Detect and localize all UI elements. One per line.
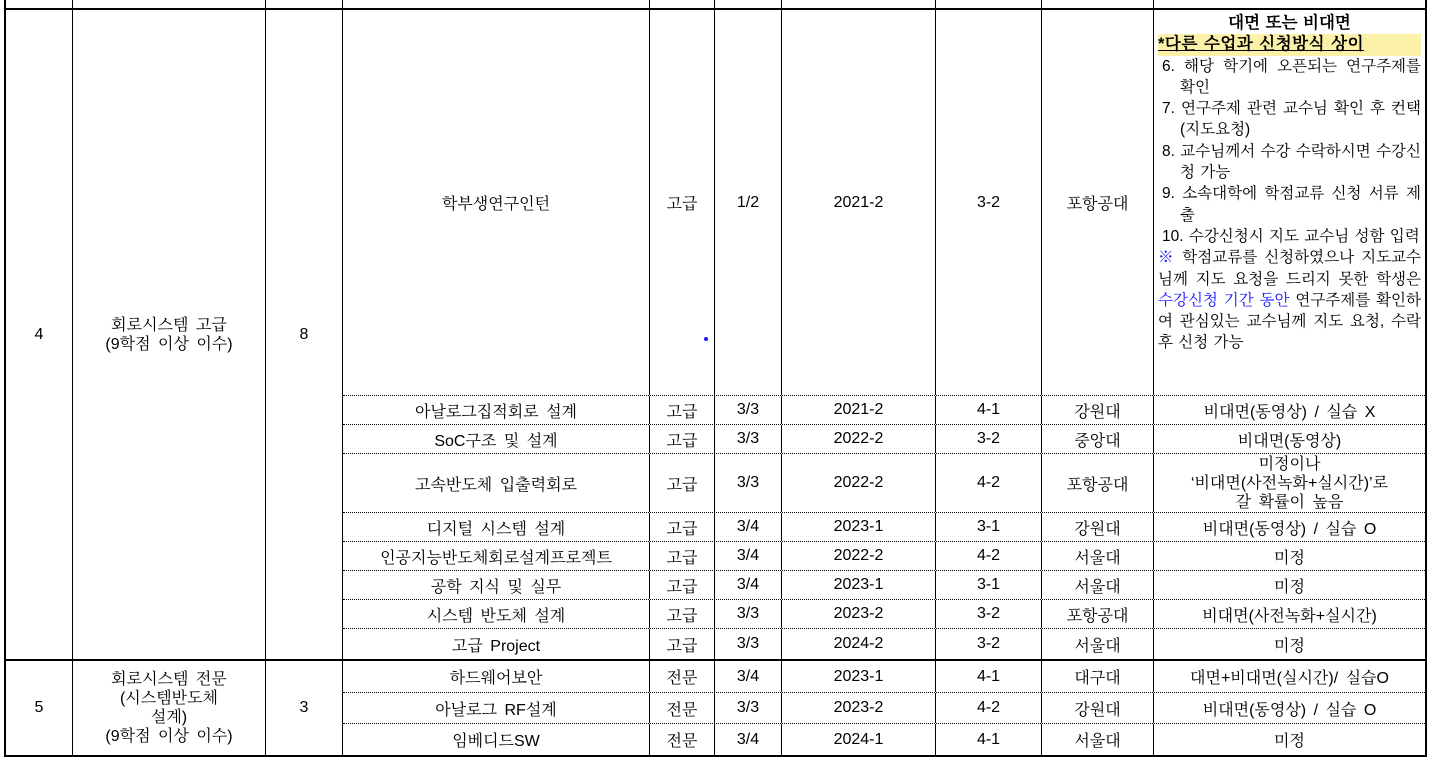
course-grade-cell: 3-2 (936, 600, 1042, 628)
course-name-cell: 공학 지식 및 실무 (343, 571, 650, 599)
course-level-cell: 고급 (650, 425, 715, 453)
remnant-cell (1154, 0, 1425, 8)
course-grade-cell: 4-2 (936, 542, 1042, 570)
course-term-cell: 2023-1 (782, 661, 936, 692)
course-univ-cell: 강원대 (1042, 396, 1154, 424)
course-note-cell: 미정 (1274, 733, 1305, 750)
course-name-cell: 시스템 반도체 설계 (343, 600, 650, 628)
course-note-cell: 비대면(사전녹화+실시간) (1202, 607, 1377, 625)
section-number-cell: 4 (6, 10, 73, 659)
course-ratio-cell: 3/4 (715, 542, 782, 570)
course-grade-cell: 4-2 (936, 454, 1042, 512)
course-level-cell: 고급 (650, 629, 715, 659)
course-univ-cell: 서울대 (1042, 571, 1154, 599)
course-level-cell: 고급 (650, 396, 715, 424)
course-row (343, 425, 1425, 454)
course-name-cell: SoC구조 및 설계 (343, 425, 650, 453)
course-level-cell: 고급 (650, 542, 715, 570)
course-note-cell: 비대면(동영상) / 실습 X (1203, 403, 1376, 421)
course-grade-cell: 3-2 (936, 425, 1042, 453)
course-ratio-cell: 3/3 (715, 600, 782, 628)
course-grade-cell: 4-1 (936, 396, 1042, 424)
course-univ-cell: 서울대 (1042, 724, 1154, 755)
course-term-cell: 2024-1 (782, 724, 936, 755)
course-ratio-cell: 3/3 (715, 629, 782, 659)
table-remnant-row (6, 0, 1425, 10)
section-row-5 (6, 661, 1425, 755)
course-name-cell: 고급 Project (343, 629, 650, 659)
course-univ-cell: 서울대 (1042, 542, 1154, 570)
course-term-cell: 2022-2 (782, 425, 936, 453)
remnant-cell (1042, 0, 1154, 8)
course-row (343, 454, 1425, 513)
notes-highlight: *다른 수업과 신청방식 상이 (1158, 34, 1421, 55)
course-grade-cell: 4-2 (936, 693, 1042, 723)
remnant-cell (650, 0, 715, 8)
course-term-cell: 2021-2 (782, 396, 936, 424)
course-univ-cell: 포항공대 (1042, 454, 1154, 512)
course-univ-cell: 대구대 (1042, 661, 1154, 692)
remnant-cell (715, 0, 782, 8)
course-row (343, 629, 1425, 659)
course-name-cell: 아날로그집적회로 설계 (343, 396, 650, 424)
remnant-cell (782, 0, 936, 8)
course-note-cell: 비대면(동영상) / 실습 O (1202, 701, 1377, 719)
course-level-cell: 전문 (650, 693, 715, 723)
course-level-cell: 고급 (650, 571, 715, 599)
course-univ-cell: 서울대 (1042, 629, 1154, 659)
section-category-cell (73, 661, 266, 755)
course-level-cell: 고급 (650, 10, 715, 395)
course-level-cell: 고급 (650, 600, 715, 628)
remnant-cell (73, 0, 266, 8)
note-line: 갈 확률이 높음 (1235, 493, 1344, 511)
course-name-cell: 학부생연구인턴 (343, 10, 650, 395)
section-count-cell: 8 (266, 10, 343, 659)
notes-item-6: 6. 해당 학기에 오픈되는 연구주제를 확인 (1162, 57, 1421, 96)
section-count-cell: 3 (266, 661, 343, 755)
course-term-cell: 2023-2 (782, 693, 936, 723)
course-grade-cell: 3-1 (936, 513, 1042, 541)
course-row (343, 693, 1425, 724)
reference-mark: ※ (1158, 249, 1176, 267)
course-level-cell: 전문 (650, 661, 715, 692)
course-term-cell: 2024-2 (782, 629, 936, 659)
course-row (343, 10, 1425, 396)
course-term-cell: 2023-1 (782, 571, 936, 599)
course-ratio-cell: 3/4 (715, 513, 782, 541)
course-credit-exchange-table (4, 0, 1427, 757)
course-row (343, 571, 1425, 600)
course-row (343, 542, 1425, 571)
course-term-cell: 2022-2 (782, 454, 936, 512)
course-ratio-cell: 3/3 (715, 396, 782, 424)
course-level-cell: 고급 (650, 454, 715, 512)
section-category-cell (73, 10, 266, 659)
course-rows (343, 10, 1425, 659)
course-note-cell (1154, 454, 1425, 512)
course-ratio-cell: 3/4 (715, 571, 782, 599)
stray-dot (704, 337, 708, 341)
course-ratio-cell: 3/3 (715, 425, 782, 453)
section-number-cell: 5 (6, 661, 73, 755)
course-grade-cell: 4-1 (936, 661, 1042, 692)
remnant-cell (6, 0, 73, 8)
course-row (343, 724, 1425, 755)
course-level-cell: 고급 (650, 513, 715, 541)
course-grade-cell: 3-2 (936, 629, 1042, 659)
course-note-cell: 비대면(동영상) / 실습 O (1202, 520, 1377, 538)
remnant-cell (343, 0, 650, 8)
category-line: (9학점 이상 이수) (105, 728, 233, 745)
course-name-cell: 하드웨어보안 (343, 661, 650, 692)
course-ratio-cell: 1/2 (715, 10, 782, 395)
paragraph-blue-text: 수강신청 기간 동안 (1158, 291, 1290, 309)
course-univ-cell: 중앙대 (1042, 425, 1154, 453)
notes-item-8: 8. 교수님께서 수강 수락하시면 수강신청 가능 (1162, 142, 1421, 182)
notes-title: 대면 또는 비대면 (1228, 14, 1351, 32)
course-univ-cell: 포항공대 (1042, 600, 1154, 628)
course-rows (343, 661, 1425, 755)
course-term-cell: 2022-2 (782, 542, 936, 570)
course-note-cell: 비대면(동영상) (1237, 432, 1342, 450)
category-line: (9학점 이상 이수) (105, 335, 233, 353)
course-univ-cell: 강원대 (1042, 693, 1154, 723)
course-univ-cell: 포항공대 (1042, 10, 1154, 395)
course-level-cell: 전문 (650, 724, 715, 755)
course-term-cell: 2023-2 (782, 600, 936, 628)
note-line: 미정이나 (1258, 455, 1321, 473)
notes-item-10: 10. 수강신청시 지도 교수님 성함 입력 (1162, 227, 1420, 245)
course-name-cell: 고속반도체 입출력회로 (343, 454, 650, 512)
course-grade-cell: 3-1 (936, 571, 1042, 599)
category-line: 설계) (150, 709, 188, 726)
course-ratio-cell: 3/3 (715, 693, 782, 723)
note-line: ‘비대면(사전녹화+실시간)’로 (1190, 474, 1389, 492)
remnant-cell (266, 0, 343, 8)
course-ratio-cell: 3/4 (715, 661, 782, 692)
course-note-cell: 대면+비대면(실시간)/ 실습O (1190, 670, 1389, 687)
notes-item-9: 9. 소속대학에 학점교류 신청 서류 제출 (1162, 185, 1421, 224)
category-line: (시스템반도체 (119, 690, 219, 707)
paragraph-text: 학점교류를 신청하였으나 지도교수님께 지도 요청을 드리지 못한 학생은 (1158, 249, 1421, 288)
course-term-cell: 2021-2 (782, 10, 936, 395)
course-name-cell: 인공지능반도체회로설계프로젝트 (343, 542, 650, 570)
course-row (343, 513, 1425, 542)
notes-paragraph (1158, 247, 1421, 353)
section-row-4 (6, 10, 1425, 661)
course-univ-cell: 강원대 (1042, 513, 1154, 541)
course-grade-cell: 3-2 (936, 10, 1042, 395)
remnant-cell (936, 0, 1042, 8)
notes-instructions-cell (1154, 10, 1425, 395)
course-name-cell: 임베디드SW (343, 724, 650, 755)
category-line: 회로시스템 전문 (111, 671, 227, 688)
course-row (343, 661, 1425, 693)
course-row (343, 600, 1425, 629)
course-note-cell: 미정 (1274, 578, 1305, 596)
course-name-cell: 아날로그 RF설계 (343, 693, 650, 723)
category-line: 회로시스템 고급 (111, 316, 227, 334)
course-note-cell: 미정 (1274, 637, 1305, 655)
course-ratio-cell: 3/4 (715, 724, 782, 755)
notes-item-7: 7. 연구주제 관련 교수님 확인 후 컨택(지도요청) (1162, 100, 1421, 139)
course-row (343, 396, 1425, 425)
paragraph-text: 연구주제를 확인하여 관심있는 교수님께 지도 요청, 수락 후 신청 가능 (1158, 291, 1421, 352)
course-grade-cell: 4-1 (936, 724, 1042, 755)
course-name-cell: 디지털 시스템 설계 (343, 513, 650, 541)
course-note-cell: 미정 (1274, 549, 1305, 567)
course-term-cell: 2023-1 (782, 513, 936, 541)
course-ratio-cell: 3/3 (715, 454, 782, 512)
